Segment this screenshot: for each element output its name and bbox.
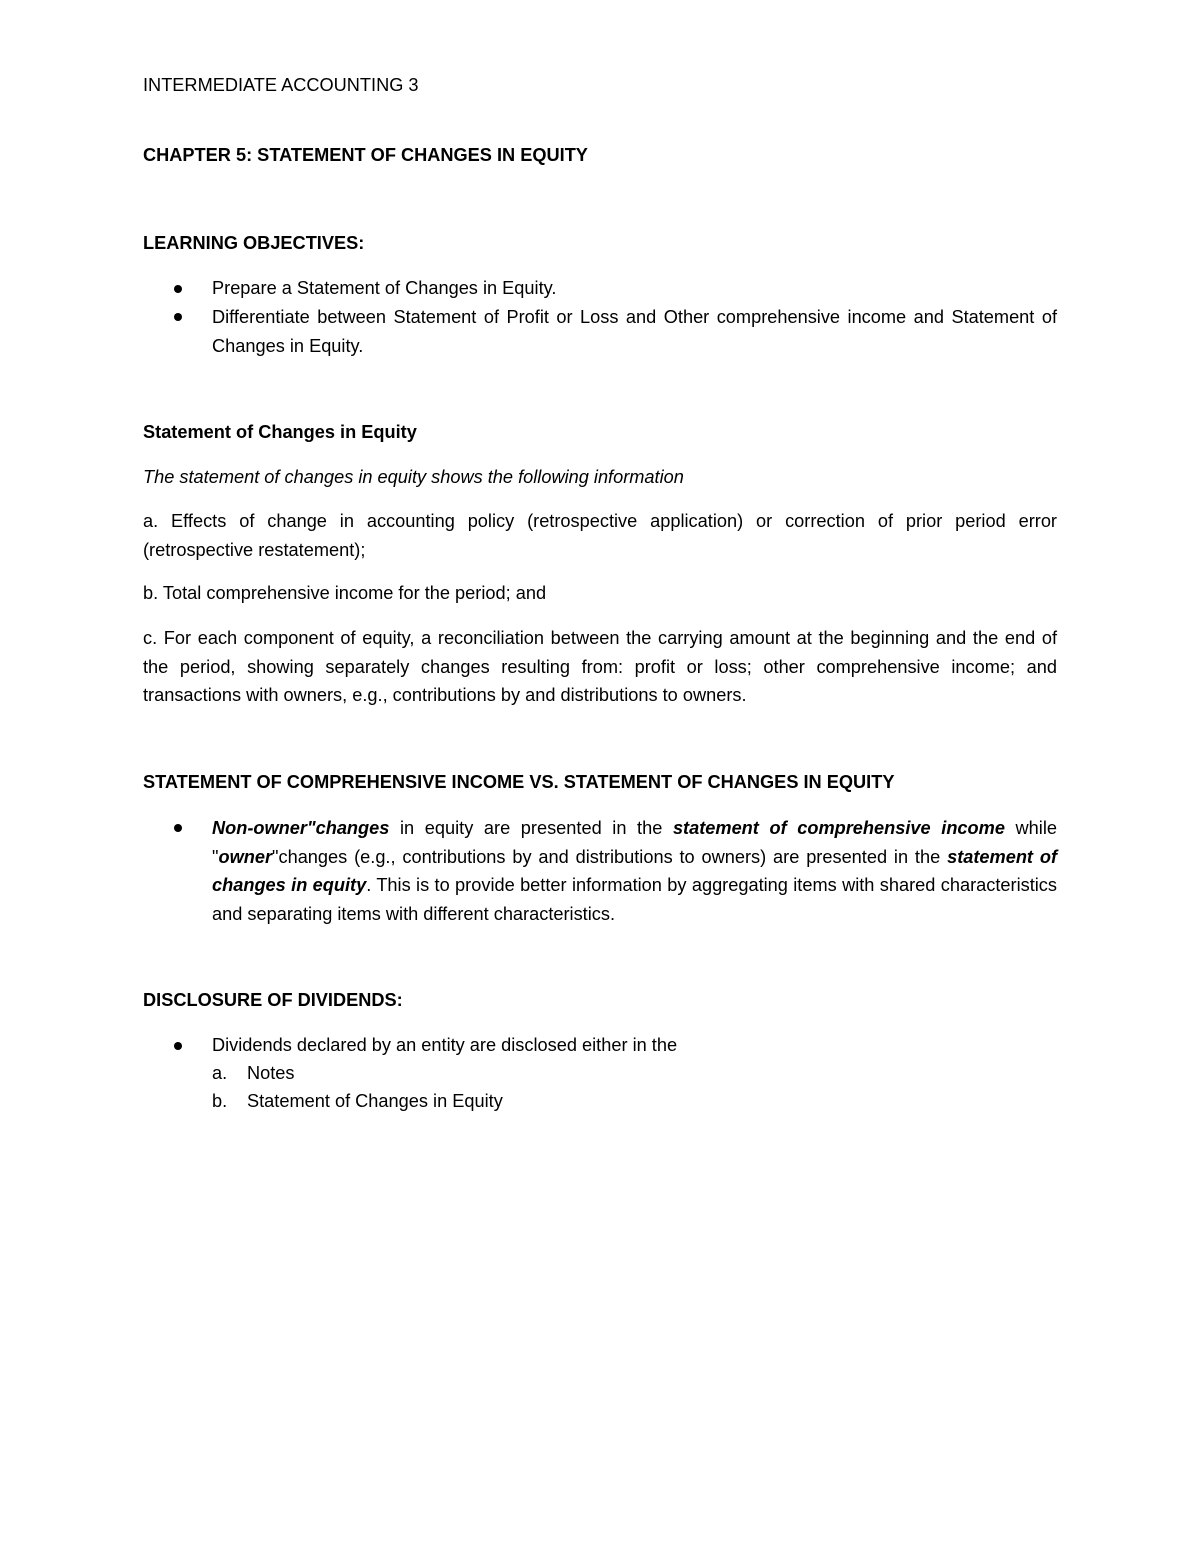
subitem-notes: Notes <box>247 1063 295 1083</box>
page-header: INTERMEDIATE ACCOUNTING 3 <box>143 75 419 95</box>
owner-term: owner <box>218 846 273 867</box>
non-owner-changes-term: Non-owner"changes <box>212 818 390 838</box>
subitem-letter: b. <box>212 1091 228 1111</box>
soce-item-a: a. Effects of change in accounting policy (retrospective application) or correction of prior period error (retrospective restatement); <box>143 511 1057 560</box>
comparison-bullet <box>212 814 1057 928</box>
subitem-letter: a. <box>212 1063 228 1083</box>
text-segment: . This is to provide better information by aggregating items with shared characteristics and separating items with different characteristics. <box>212 875 1057 924</box>
learning-objectives-heading: LEARNING OBJECTIVES: <box>143 233 365 253</box>
dividends-heading: DISCLOSURE OF DIVIDENDS: <box>143 990 403 1010</box>
soce-item-c: c. For each component of equity, a reconciliation between the carrying amount at the beginning and the end of the period, showing separately changes resulting from: profit or loss; other comprehensive income; and transactions with owners, e.g., contributions by and distributions to owners. <box>143 628 1057 705</box>
bullet-icon <box>174 1042 182 1050</box>
objective-item-1: Prepare a Statement of Changes in Equity. <box>212 278 557 298</box>
soci-term: statement of comprehensive income <box>672 818 1005 838</box>
soce-term: statement of changes in equity <box>212 846 1058 895</box>
bullet-icon <box>174 313 182 321</box>
soce-heading: Statement of Changes in Equity <box>143 422 417 442</box>
comparison-heading: STATEMENT OF COMPREHENSIVE INCOME VS. STATEMENT OF CHANGES IN EQUITY <box>143 772 895 792</box>
soce-intro: The statement of changes in equity shows the following information <box>143 467 684 487</box>
text-segment: in equity are presented in the <box>389 818 673 838</box>
bullet-icon <box>174 824 182 832</box>
text-segment: while " <box>212 818 1057 867</box>
bullet-icon <box>174 285 182 293</box>
objective-item-2: Differentiate between Statement of Profit or Loss and Other comprehensive income and Statement of Changes in Equity. <box>212 307 1057 356</box>
chapter-title: CHAPTER 5: STATEMENT OF CHANGES IN EQUITY <box>143 145 588 165</box>
text-segment: "changes (e.g., contributions by and distributions to owners) are presented in the <box>272 846 948 867</box>
subitem-soce: Statement of Changes in Equity <box>247 1091 503 1111</box>
dividends-bullet: Dividends declared by an entity are disclosed either in the <box>212 1035 678 1055</box>
soce-item-b: b. Total comprehensive income for the period; and <box>143 583 547 603</box>
